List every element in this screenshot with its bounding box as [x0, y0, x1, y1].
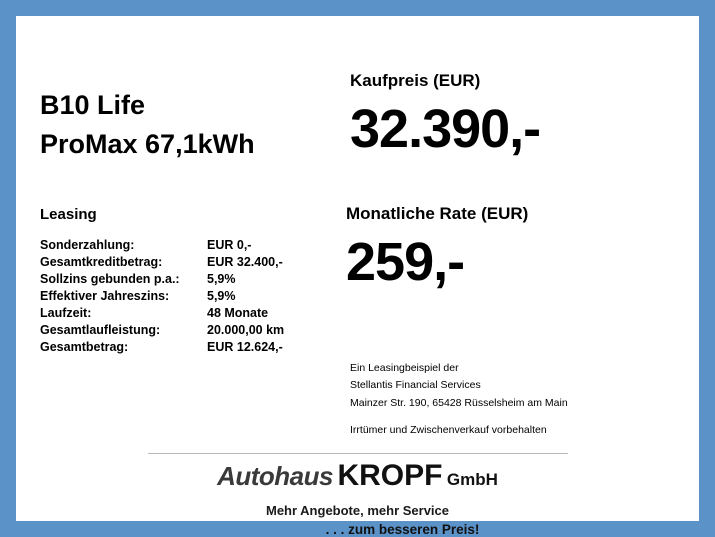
table-row — [40, 272, 284, 289]
disclaimer-spacer — [350, 412, 568, 422]
leasing-row-value: 48 Monate — [207, 306, 269, 320]
disclaimer-block — [350, 360, 568, 439]
disclaimer-line-4: Irrtümer und Zwischenverkauf vorbehalten — [350, 423, 547, 436]
monthly-rate-label: Monatliche Rate (EUR) — [346, 204, 529, 223]
leasing-row-value: 5,9% — [207, 272, 236, 286]
leasing-row-value: 20.000,00 km — [207, 323, 285, 337]
disclaimer-line-1: Ein Leasingbeispiel der — [350, 362, 459, 374]
vehicle-title-line-2: ProMax 67,1kWh — [40, 129, 255, 160]
leasing-row-key: Sonderzahlung: — [40, 238, 135, 252]
slogan-line-1: Mehr Angebote, mehr Service — [265, 503, 449, 518]
slogan-line-2: . . . zum besseren Preis! — [325, 522, 480, 537]
leasing-row-value: EUR 0,- — [207, 238, 252, 252]
dealer-logo-kropf: KROPF — [337, 459, 443, 492]
leasing-row-key: Gesamtbetrag: — [40, 340, 129, 354]
vehicle-title-line-1: B10 Life — [40, 90, 146, 120]
disclaimer-line-2: Stellantis Financial Services — [350, 379, 481, 392]
dealer-logo-gmbh: GmbH — [446, 470, 498, 489]
table-row — [40, 255, 284, 272]
leasing-row-key: Sollzins gebunden p.a.: — [40, 272, 180, 286]
table-row — [40, 340, 284, 357]
leasing-row-value: EUR 12.624,- — [207, 340, 283, 354]
leasing-heading: Leasing — [40, 206, 97, 223]
leasing-row-value: EUR 32.400,- — [207, 255, 283, 269]
vehicle-title — [40, 86, 360, 164]
table-row — [40, 289, 284, 306]
table-row — [40, 306, 284, 323]
table-row — [40, 323, 284, 340]
leasing-details-table — [40, 238, 284, 357]
footer-divider — [148, 453, 568, 454]
leasing-row-key: Effektiver Jahreszins: — [40, 289, 170, 303]
purchase-price-value: 32.390,- — [350, 99, 541, 159]
dealer-logo-autohaus: Autohaus — [217, 461, 333, 491]
leasing-row-key: Gesamtkreditbetrag: — [40, 255, 163, 269]
table-row — [40, 238, 284, 255]
dealer-logo — [16, 459, 699, 493]
leasing-row-key: Gesamtlaufleistung: — [40, 323, 161, 337]
offer-poster — [16, 16, 699, 537]
monthly-rate-value: 259,- — [346, 232, 465, 292]
leasing-row-key: Laufzeit: — [40, 306, 92, 320]
disclaimer-line-3: Mainzer Str. 190, 65428 Rüsselsheim am Main — [350, 396, 568, 409]
leasing-row-value: 5,9% — [207, 289, 236, 303]
purchase-price-label: Kaufpreis (EUR) — [350, 71, 481, 90]
